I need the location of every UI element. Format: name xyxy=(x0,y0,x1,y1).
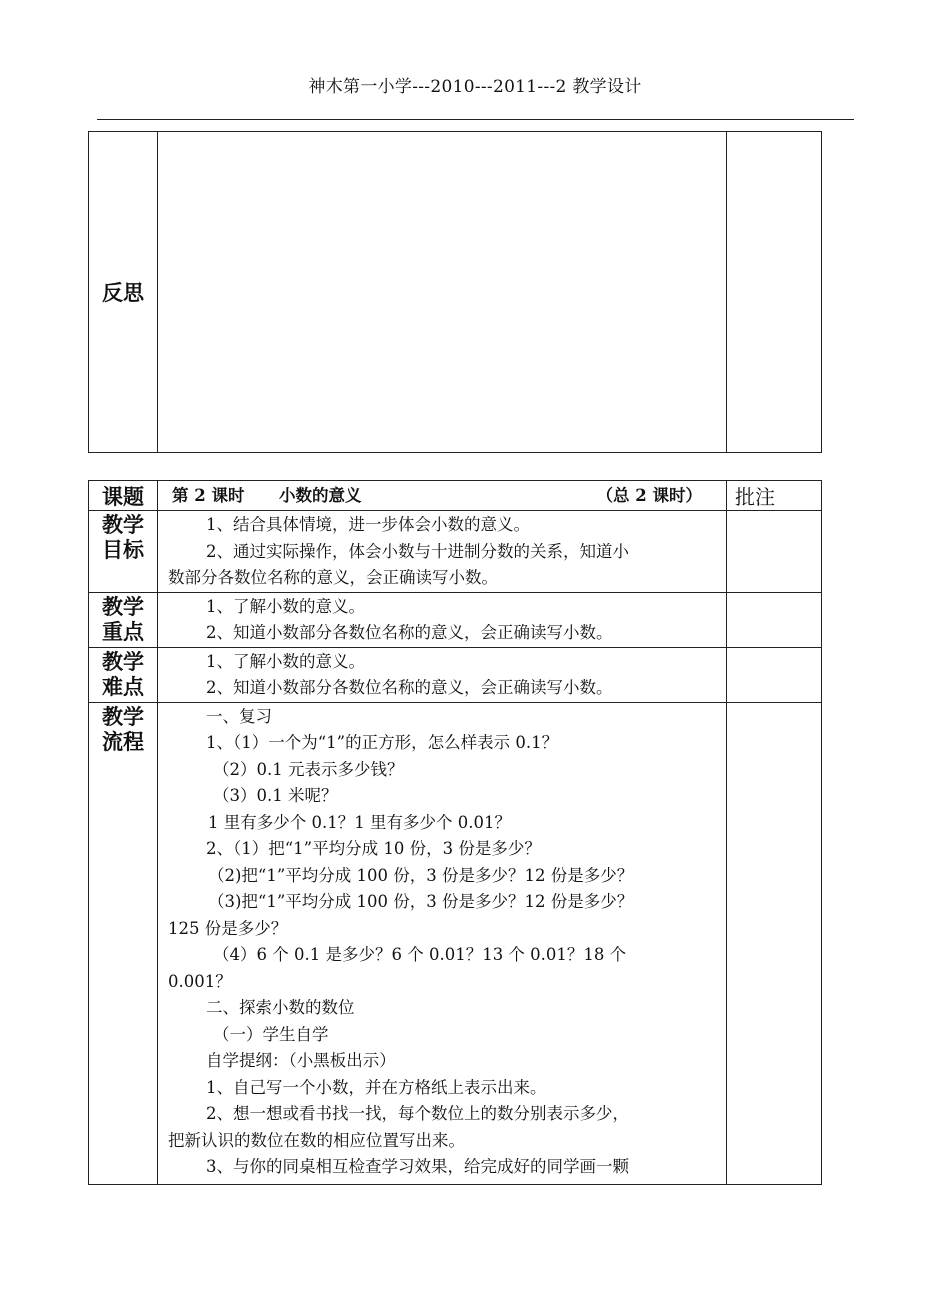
difficulties-label: 教学 难点 xyxy=(89,647,158,702)
key-point-line: 1、了解小数的意义。 xyxy=(206,596,365,616)
annotation-header: 批注 xyxy=(727,481,822,511)
reflection-content-cell xyxy=(158,132,727,453)
lesson-title-row xyxy=(89,481,822,511)
process-line: 1、（1）一个为“1”的正方形，怎么样表示 0.1？ xyxy=(206,733,559,752)
process-line: 2、想一想或看书找一找，每个数位上的数分别表示多少， xyxy=(206,1104,629,1123)
topic-label: 课题 xyxy=(89,481,158,511)
lesson-plan-table xyxy=(88,480,822,1185)
key-points-label: 教学 重点 xyxy=(89,592,158,647)
process-line: （3)把“1”平均分成 100 份，3 份是多少？12 份是多少？ xyxy=(208,892,634,911)
key-points-content xyxy=(158,592,727,647)
objectives-annotation xyxy=(727,511,822,593)
lesson-title-cell xyxy=(158,481,727,511)
objectives-label: 教学 目标 xyxy=(89,511,158,593)
reflection-annotation-cell xyxy=(727,132,822,453)
lesson-total: （总 2 课时） xyxy=(596,485,702,505)
process-row xyxy=(89,702,822,1184)
reflection-table xyxy=(88,131,822,453)
objective-line: 数部分各数位名称的意义，会正确读写小数。 xyxy=(168,568,498,587)
objectives-row xyxy=(89,511,822,593)
objective-line: 1、结合具体情境，进一步体会小数的意义。 xyxy=(206,515,530,534)
process-line: 3、与你的同桌相互检查学习效果，给完成好的同学画一颗 xyxy=(206,1157,629,1176)
process-line: （4）6 个 0.1 是多少？6 个 0.01？13 个 0.01？18 个 xyxy=(213,945,627,964)
difficulty-line: 2、知道小数部分各数位名称的意义，会正确读写小数。 xyxy=(206,678,613,697)
process-line: 自学提纲：（小黑板出示） xyxy=(206,1051,396,1070)
process-line: （2)把“1”平均分成 100 份，3 份是多少？12 份是多少？ xyxy=(208,865,634,885)
process-content xyxy=(158,702,727,1184)
process-annotation xyxy=(727,702,822,1184)
process-line: （一）学生自学 xyxy=(213,1024,329,1044)
process-line: 0.001？ xyxy=(168,971,232,991)
lesson-period: 第 2 课时 xyxy=(172,485,245,505)
process-line: （3）0.1 米呢？ xyxy=(213,786,338,805)
header-divider xyxy=(97,119,854,120)
key-points-annotation xyxy=(727,592,822,647)
difficulty-line: 1、了解小数的意义。 xyxy=(206,651,365,671)
page-header-title: 神木第一小学---2010---2011---2 教学设计 xyxy=(308,77,642,97)
process-line: 1、自己写一个小数，并在方格纸上表示出来。 xyxy=(206,1077,547,1097)
process-line: 二、探索小数的数位 xyxy=(206,998,355,1017)
process-label: 教学 流程 xyxy=(89,702,158,1184)
process-line: 1 里有多少个 0.1？1 里有多少个 0.01？ xyxy=(208,812,511,832)
reflection-label: 反思 xyxy=(89,132,158,453)
process-line: 2、（1）把“1”平均分成 10 份，3 份是多少？ xyxy=(206,839,541,858)
difficulties-content xyxy=(158,647,727,702)
objective-line: 2、通过实际操作，体会小数与十进制分数的关系，知道小 xyxy=(206,541,629,561)
lesson-name: 小数的意义 xyxy=(278,485,362,505)
key-points-row xyxy=(89,592,822,647)
process-line: （2）0.1 元表示多少钱？ xyxy=(213,759,404,779)
objectives-content xyxy=(158,511,727,593)
key-point-line: 2、知道小数部分各数位名称的意义，会正确读写小数。 xyxy=(206,623,613,642)
difficulties-row xyxy=(89,647,822,702)
process-line: 125 份是多少？ xyxy=(168,918,288,938)
process-line: 把新认识的数位在数的相应位置写出来。 xyxy=(168,1130,465,1150)
difficulties-annotation xyxy=(727,647,822,702)
process-line: 一、复习 xyxy=(206,706,272,726)
